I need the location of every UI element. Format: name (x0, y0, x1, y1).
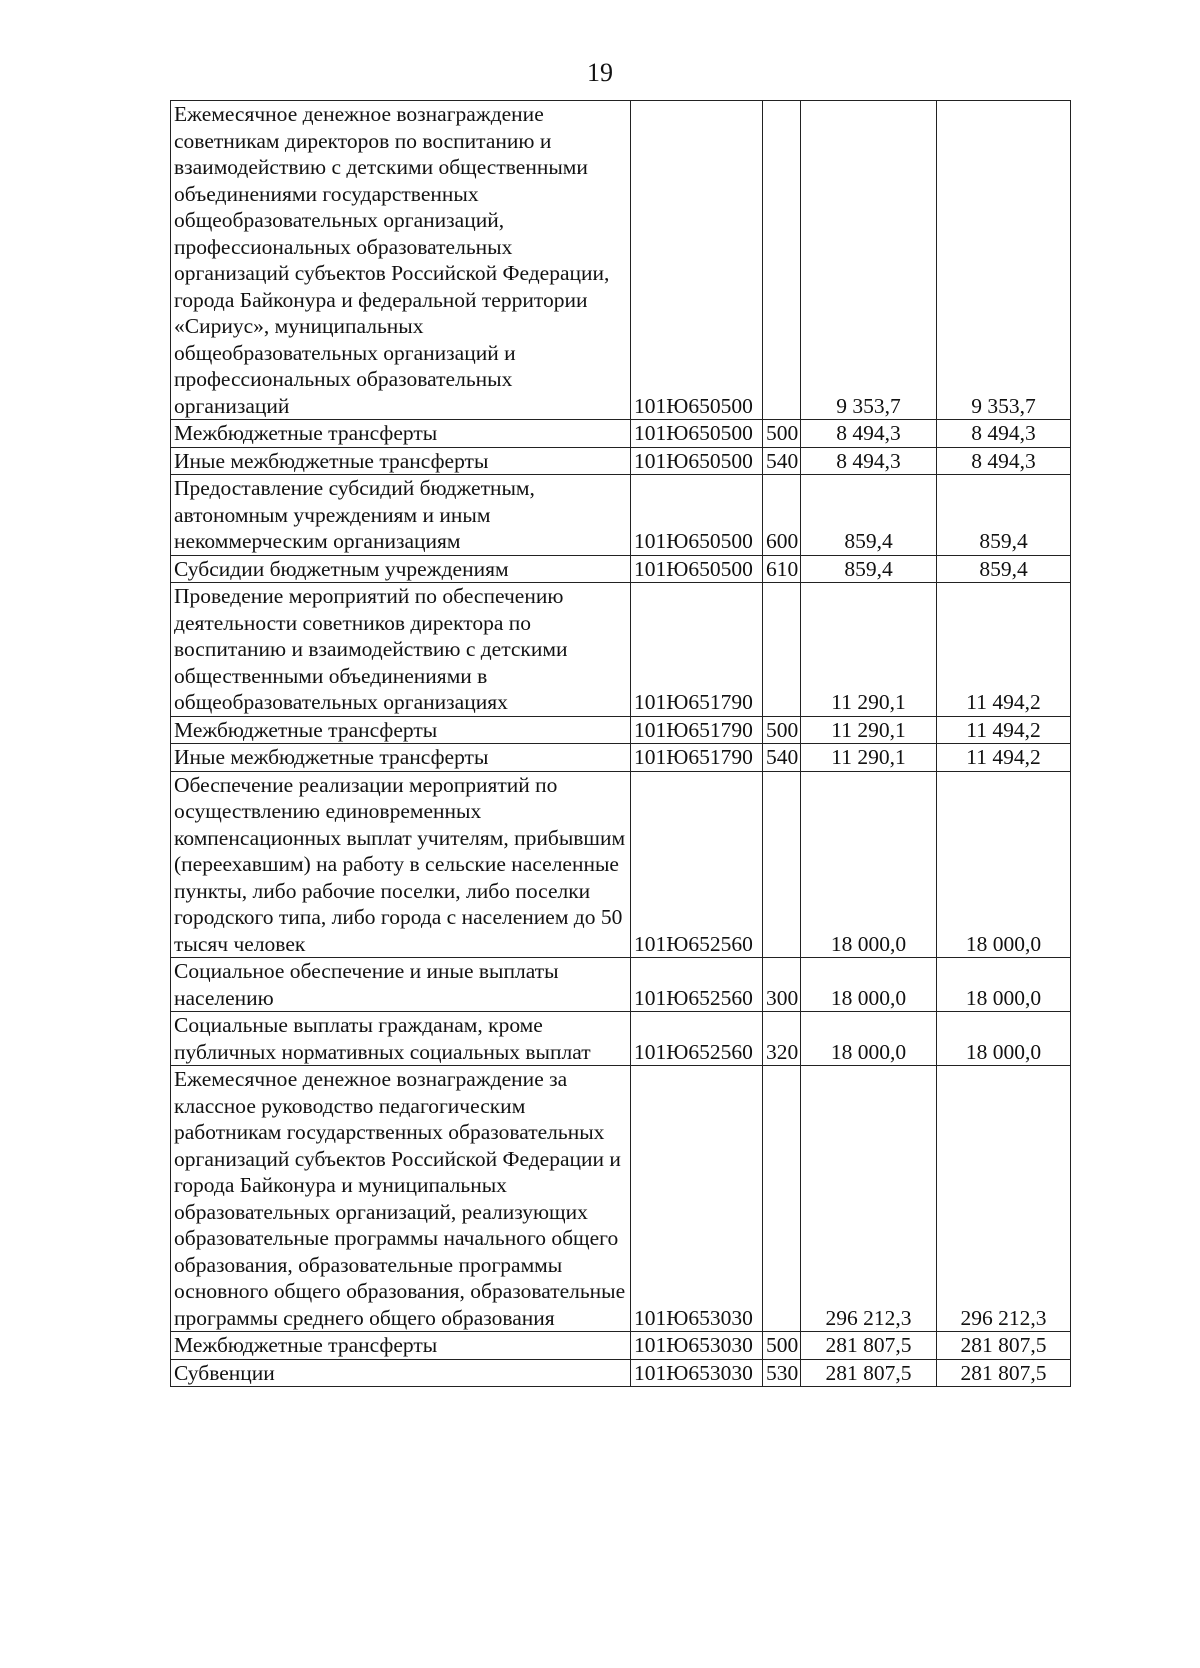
amount-year-1-text: 8 494,3 (836, 448, 901, 473)
table-row (171, 771, 1071, 958)
amount-year-1-cell (801, 475, 937, 556)
row-name-cell (171, 1359, 631, 1387)
expense-type-code-text: 600 (766, 529, 799, 553)
amount-year-1-text: 8 494,3 (836, 421, 901, 445)
row-name-text: Обеспечение реализации мероприятий по осуществлению единовременных компенсационных выплат учителям, прибывшим (переехавшим) на работу в сельские населенные пункты, либо рабочие поселки, либо поселки городского типа, либо города с населением до 50 тысяч человек (174, 772, 626, 956)
amount-year-1-cell (801, 1012, 937, 1066)
expense-type-code-text: 500 (766, 421, 799, 445)
expense-type-code-cell (763, 716, 801, 744)
amount-year-1-cell (801, 1359, 937, 1387)
target-article-code-text: 101Ю652560 (634, 1039, 753, 1064)
row-name-text: Межбюджетные трансферты (174, 717, 438, 742)
amount-year-2-cell (937, 555, 1071, 583)
target-article-code-cell (631, 447, 763, 475)
target-article-code-cell (631, 1359, 763, 1387)
table-row (171, 447, 1071, 475)
amount-year-1-text: 281 807,5 (825, 1360, 912, 1385)
target-article-code-cell (631, 555, 763, 583)
expense-type-code-cell (763, 958, 801, 1012)
target-article-code-cell (631, 420, 763, 448)
target-article-code-text: 101Ю650500 (634, 556, 753, 581)
amount-year-2-text: 11 494,2 (966, 745, 1041, 769)
row-name-text: Межбюджетные трансферты (174, 421, 438, 445)
amount-year-1-cell (801, 716, 937, 744)
expense-type-code-cell (763, 1066, 801, 1332)
row-name-text: Проведение мероприятий по обеспечению деятельности советников директора по воспитанию и взаимодействию с детскими общественными объединениями в общеобразовательных организациях (174, 584, 568, 714)
expense-type-code-cell (763, 1359, 801, 1387)
amount-year-2-cell (937, 1012, 1071, 1066)
amount-year-2-text: 296 212,3 (960, 1305, 1047, 1330)
target-article-code-text: 101Ю650500 (634, 529, 753, 553)
expense-type-code-cell (763, 475, 801, 556)
target-article-code-cell (631, 1066, 763, 1332)
row-name-text: Иные межбюджетные трансферты (174, 745, 489, 769)
amount-year-1-cell (801, 958, 937, 1012)
target-article-code-cell (631, 583, 763, 717)
amount-year-2-cell (937, 1332, 1071, 1360)
row-name-cell (171, 475, 631, 556)
amount-year-1-text: 9 353,7 (836, 393, 901, 418)
amount-year-1-text: 859,4 (844, 529, 893, 553)
amount-year-1-cell (801, 1066, 937, 1332)
amount-year-1-cell (801, 447, 937, 475)
table-row (171, 744, 1071, 772)
row-name-cell (171, 420, 631, 448)
amount-year-2-cell (937, 447, 1071, 475)
target-article-code-text: 101Ю652560 (634, 931, 753, 956)
expense-type-code-cell (763, 555, 801, 583)
amount-year-1-text: 18 000,0 (830, 985, 907, 1010)
expense-type-code-text: 500 (766, 1333, 799, 1357)
row-name-cell (171, 101, 631, 420)
target-article-code-text: 101Ю653030 (634, 1305, 753, 1330)
target-article-code-cell (631, 1012, 763, 1066)
budget-table (170, 100, 1071, 1387)
amount-year-1-text: 18 000,0 (830, 931, 907, 956)
table-row (171, 583, 1071, 717)
amount-year-2-cell (937, 744, 1071, 772)
expense-type-code-cell (763, 1332, 801, 1360)
amount-year-2-text: 11 494,2 (966, 690, 1041, 714)
target-article-code-cell (631, 958, 763, 1012)
amount-year-2-text: 18 000,0 (965, 931, 1042, 956)
amount-year-2-cell (937, 583, 1071, 717)
expense-type-code-text: 610 (766, 556, 799, 581)
target-article-code-text: 101Ю653030 (634, 1333, 753, 1357)
row-name-text: Иные межбюджетные трансферты (174, 448, 489, 473)
expense-type-code-cell (763, 1012, 801, 1066)
amount-year-2-text: 18 000,0 (965, 1039, 1042, 1064)
table-row (171, 101, 1071, 420)
row-name-cell (171, 771, 631, 958)
amount-year-1-text: 859,4 (844, 556, 893, 581)
row-name-text: Социальные выплаты гражданам, кроме публичных нормативных социальных выплат (174, 1013, 591, 1064)
amount-year-1-text: 296 212,3 (825, 1305, 912, 1330)
row-name-text: Ежемесячное денежное вознаграждение за классное руководство педагогическим работникам государственных образовательных организаций субъектов Российской Федерации и города Байконура и муниципальных образовательных организаций, реализующих образовательные программы начального общего образования, образовательные программы основного общего образования, образовательные программы среднего общего образования (174, 1067, 626, 1330)
page-number: 19 (587, 58, 613, 87)
table-row (171, 1332, 1071, 1360)
amount-year-2-cell (937, 1359, 1071, 1387)
amount-year-1-cell (801, 583, 937, 717)
row-name-text: Субвенции (174, 1360, 275, 1385)
amount-year-1-cell (801, 1332, 937, 1360)
target-article-code-cell (631, 475, 763, 556)
amount-year-1-cell (801, 744, 937, 772)
target-article-code-cell (631, 771, 763, 958)
expense-type-code-text: 320 (766, 1039, 799, 1064)
table-row (171, 420, 1071, 448)
table-row (171, 475, 1071, 556)
amount-year-2-cell (937, 475, 1071, 556)
table-row (171, 555, 1071, 583)
amount-year-2-text: 281 807,5 (960, 1333, 1047, 1357)
target-article-code-text: 101Ю651790 (634, 717, 753, 742)
row-name-text: Ежемесячное денежное вознаграждение советникам директоров по воспитанию и взаимодействию с детскими общественными объединениями государственных общеобразовательных организаций, профессиональных образовательных организаций субъектов Российской Федерации, города Байконура и федеральной территории «Сириус», муниципальных общеобразовательных организаций и профессиональных образовательных организаций (174, 102, 610, 418)
table-row (171, 958, 1071, 1012)
table-row (171, 716, 1071, 744)
amount-year-1-cell (801, 555, 937, 583)
expense-type-code-cell (763, 744, 801, 772)
amount-year-2-text: 9 353,7 (971, 393, 1036, 418)
target-article-code-cell (631, 101, 763, 420)
amount-year-1-cell (801, 101, 937, 420)
row-name-text: Социальное обеспечение и иные выплаты населению (174, 959, 559, 1010)
expense-type-code-text: 500 (766, 717, 799, 742)
row-name-cell (171, 583, 631, 717)
expense-type-code-text: 530 (766, 1360, 799, 1385)
amount-year-2-text: 11 494,2 (966, 717, 1041, 742)
row-name-text: Субсидии бюджетным учреждениям (174, 556, 509, 581)
amount-year-2-cell (937, 716, 1071, 744)
amount-year-2-text: 8 494,3 (971, 421, 1036, 445)
table-row (171, 1359, 1071, 1387)
target-article-code-text: 101Ю650500 (634, 448, 753, 473)
target-article-code-cell (631, 744, 763, 772)
amount-year-2-text: 281 807,5 (960, 1360, 1047, 1385)
target-article-code-cell (631, 1332, 763, 1360)
row-name-cell (171, 1066, 631, 1332)
row-name-cell (171, 958, 631, 1012)
target-article-code-text: 101Ю653030 (634, 1360, 753, 1385)
target-article-code-cell (631, 716, 763, 744)
amount-year-2-text: 8 494,3 (971, 448, 1036, 473)
amount-year-1-cell (801, 420, 937, 448)
expense-type-code-cell (763, 583, 801, 717)
row-name-text: Межбюджетные трансферты (174, 1333, 438, 1357)
amount-year-1-text: 11 290,1 (831, 717, 906, 742)
expense-type-code-text: 540 (766, 448, 799, 473)
amount-year-1-text: 11 290,1 (831, 745, 906, 769)
budget-table-body (171, 101, 1071, 1387)
row-name-text: Предоставление субсидий бюджетным, автономным учреждениям и иным некоммерческим организациям (174, 476, 535, 553)
row-name-cell (171, 555, 631, 583)
table-row (171, 1012, 1071, 1066)
amount-year-2-text: 859,4 (979, 529, 1028, 553)
row-name-cell (171, 744, 631, 772)
row-name-cell (171, 1332, 631, 1360)
expense-type-code-cell (763, 447, 801, 475)
amount-year-2-cell (937, 771, 1071, 958)
amount-year-1-text: 281 807,5 (825, 1333, 912, 1357)
expense-type-code-text: 300 (766, 985, 799, 1010)
target-article-code-text: 101Ю651790 (634, 690, 753, 714)
amount-year-1-text: 18 000,0 (830, 1039, 907, 1064)
amount-year-2-cell (937, 420, 1071, 448)
expense-type-code-text: 540 (766, 745, 799, 769)
amount-year-2-cell (937, 101, 1071, 420)
target-article-code-text: 101Ю652560 (634, 985, 753, 1010)
target-article-code-text: 101Ю650500 (634, 393, 753, 418)
amount-year-2-text: 859,4 (979, 556, 1028, 581)
target-article-code-text: 101Ю651790 (634, 745, 753, 769)
table-row (171, 1066, 1071, 1332)
expense-type-code-cell (763, 420, 801, 448)
amount-year-2-text: 18 000,0 (965, 985, 1042, 1010)
row-name-cell (171, 716, 631, 744)
target-article-code-text: 101Ю650500 (634, 421, 753, 445)
amount-year-2-cell (937, 1066, 1071, 1332)
row-name-cell (171, 447, 631, 475)
amount-year-2-cell (937, 958, 1071, 1012)
expense-type-code-cell (763, 101, 801, 420)
row-name-cell (171, 1012, 631, 1066)
amount-year-1-text: 11 290,1 (831, 690, 906, 714)
amount-year-1-cell (801, 771, 937, 958)
expense-type-code-cell (763, 771, 801, 958)
